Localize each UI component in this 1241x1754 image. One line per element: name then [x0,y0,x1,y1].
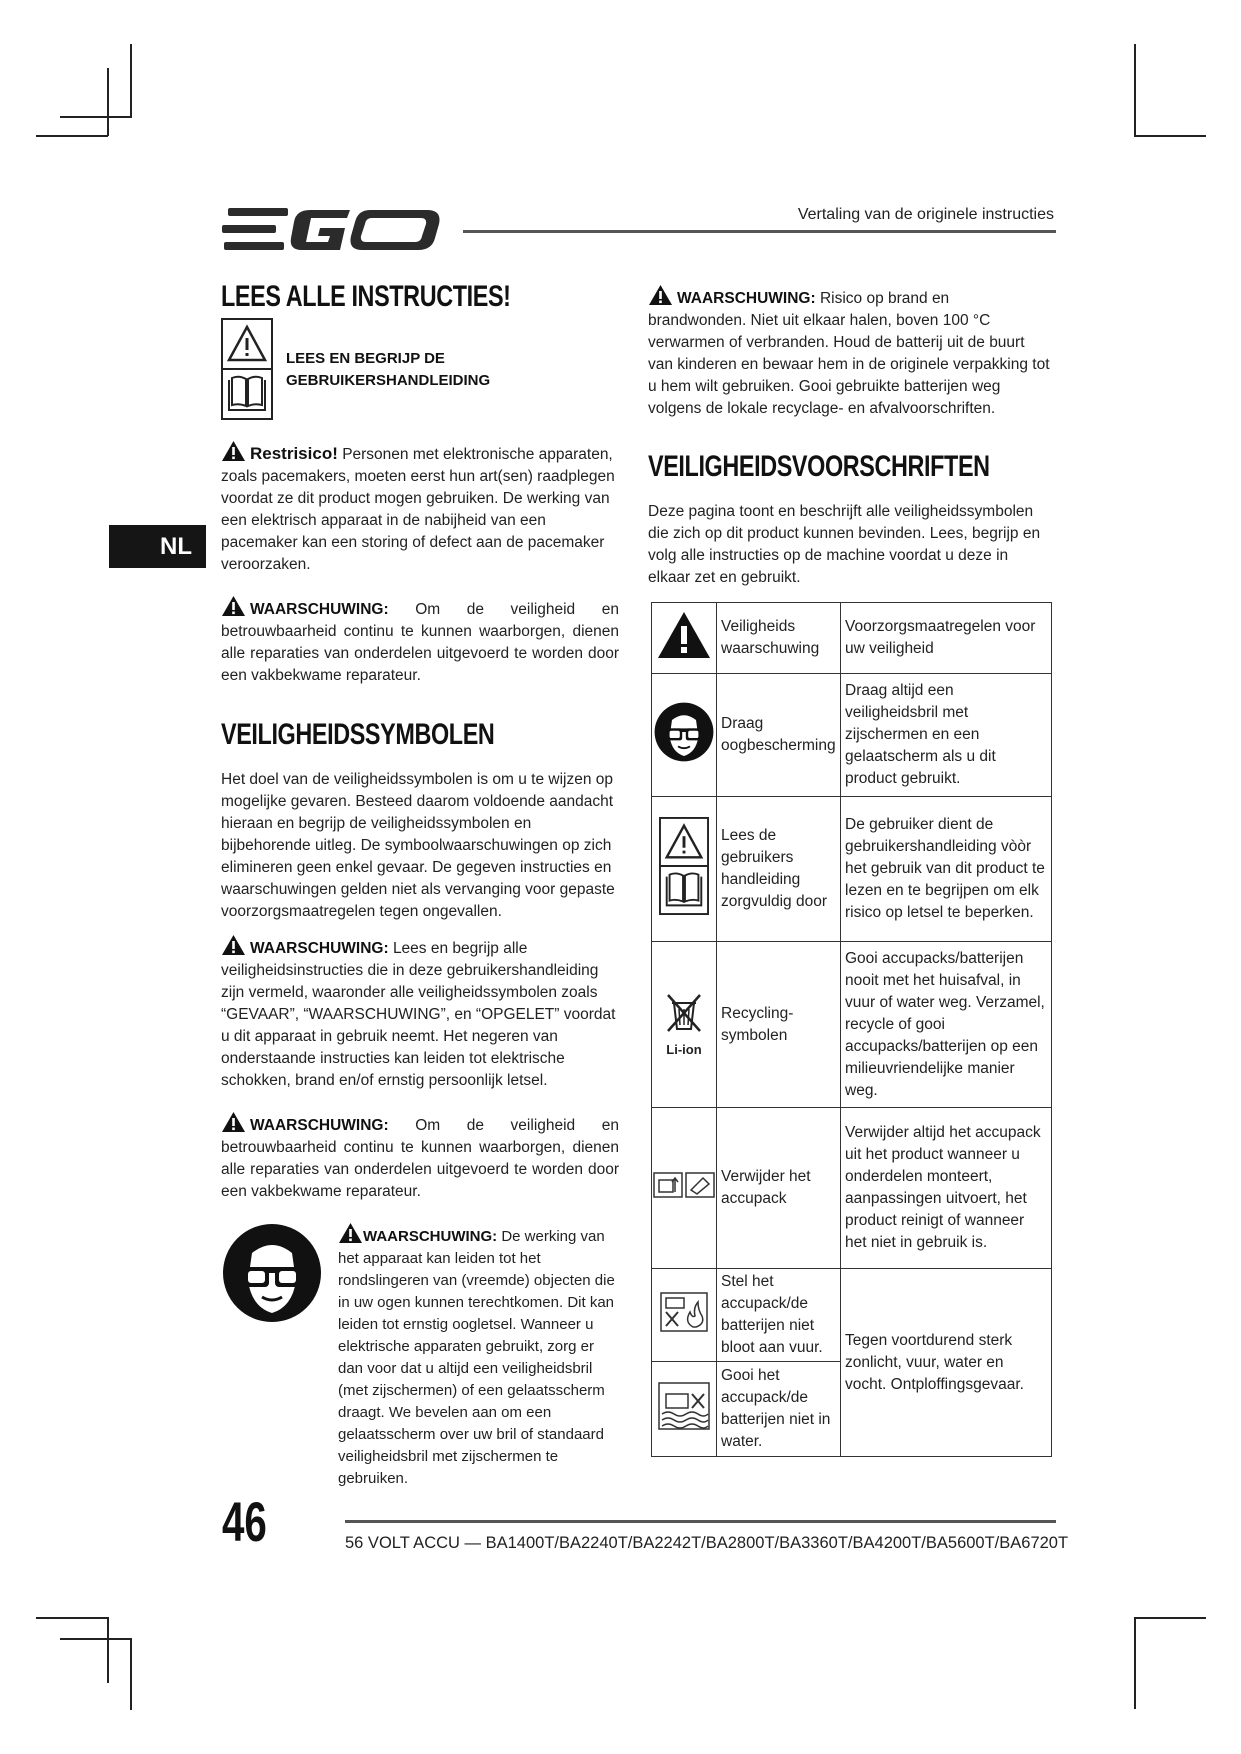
warning-triangle-icon [656,610,712,660]
warning-label: WAARSCHUWING: [363,1228,498,1245]
table-row [652,1108,1052,1269]
read-manual-label: LEES EN BEGRIJP DE GEBRUIKERSHANDLEIDING [286,350,491,389]
footer-rule [345,1520,1056,1523]
warning-text-5: Risico op brand en brandwonden. Niet uit elkaar halen, boven 100 °C verwarmen of verbranden. Houd de batterij uit de buurt van kinderen en bewaar hem in de originele verpakking tot u hem wilt gebruiken. Gooi gebruikte batterijen weg volgens de lokale recyclage- en afvalvoorschriften. [648,290,1050,417]
table-symbol-name: Lees de gebruikers handleiding zorgvuldig door [717,797,841,942]
remove-battery-icon [653,1170,715,1200]
symbols-intro: Het doel van de veiligheidssymbolen is om u te wijzen op mogelijke gevaren. Besteed daarom voldoende aandacht hieraan en begrijp de veiligheidssymbolen en bijbehorende uitleg. De symboolwaarschuwingen op zich elimineren geen enkel gevaar. De gegeven instructies en waarschuwingen gelden niet als vervanging voor gepaste voorzorgsmaatregelen tegen ongevallen. [221,771,615,920]
table-symbol-desc: Draag altijd een veiligheidsbril met zijschermen en een gelaatscherm als u dit product gebruikt. [841,674,1052,797]
table-symbol-name: Verwijder het accupack [717,1108,841,1269]
read-manual-icon [221,318,273,425]
crop-mark [1134,1617,1136,1709]
table-symbol-name: Recycling-symbolen [717,942,841,1108]
no-fire-icon [660,1292,708,1332]
crop-mark [130,1638,132,1710]
read-manual-icon [659,817,709,915]
warning-paragraph-4 [338,1222,623,1490]
title-safety-symbols: VEILIGHEIDSSYMBOLEN [221,718,495,751]
warning-triangle-icon [221,934,246,956]
table-icon-cell [652,1108,717,1269]
warning-paragraph-2 [221,934,619,1092]
table-icon-cell [652,603,717,674]
warning-label: WAARSCHUWING: [250,940,389,957]
table-symbol-name: Gooi het accupack/de batterijen niet in water. [717,1362,841,1457]
warning-label: WAARSCHUWING: [677,290,816,307]
crop-mark [60,1638,132,1640]
recycling-bin-icon [664,991,704,1035]
warning-paragraph-1 [221,595,619,687]
table-row [652,797,1052,942]
title-read-all-instructions: LEES ALLE INSTRUCTIES! [221,280,511,313]
table-icon-cell [652,1269,717,1362]
warning-triangle-icon [338,1222,363,1244]
crop-mark [36,135,108,137]
warning-paragraph-3 [221,1111,619,1203]
table-row [652,942,1052,1108]
crop-mark [1134,135,1206,137]
warning-text-1: Om de veiligheid en betrouwbaarheid continu te kunnen waarborgen, dienen alle reparaties van onderdelen uitgevoerd te worden door een vakbekwame reparateur. [221,601,619,684]
table-symbol-name: Veiligheids waarschuwing [717,603,841,674]
crop-mark [130,44,132,116]
warning-label: WAARSCHUWING: [250,601,389,618]
ego-logo [222,204,444,261]
table-symbol-desc: Verwijder altijd het accupack uit het product wanneer u onderdelen monteert, aanpassingen uitvoert, het product reinigt of wanneer het niet in gebruik is. [841,1108,1052,1269]
warning-paragraph-5 [648,284,1050,420]
rules-intro: Deze pagina toont en beschrijft alle veiligheidssymbolen die zich op dit product kunnen bevinden. Lees, begrijp en volg alle instructies op de machine voordat u deze in elkaar zet en gebruikt. [648,503,1041,586]
header-rule [463,230,1056,233]
restrisico-paragraph [221,440,619,576]
table-icon-cell [652,1362,717,1457]
table-row [652,674,1052,797]
table-symbol-desc: De gebruiker dient de gebruikershandleiding vòòr het gebruik van dit product te lezen en te begrijpen om elk risico op letsel te beperken. [841,797,1052,942]
warning-triangle-icon [221,440,246,462]
table-icon-cell [652,674,717,797]
table-row [652,603,1052,674]
warning-text-2: Lees en begrijp alle veiligheidsinstructies die in deze gebruikershandleiding zijn vermeld, waaronder alle veiligheidssymbolen zoals “GEVAAR”, “WAARSCHUWING”, en “OPGELET” voordat u dit apparaat in gebruik neemt. Het negeren van onderstaande instructies kan leiden tot elektrische schokken, brand en/of ernstig persoonlijk letsel. [221,940,616,1089]
crop-mark [1134,1617,1206,1619]
footer-model-text: 56 VOLT ACCU — BA1400T/BA2240T/BA2242T/BA2800T/BA3360T/BA4200T/BA5600T/BA6720T [345,1534,1069,1552]
crop-mark [107,1617,109,1683]
warning-triangle-icon [221,1111,246,1133]
table-symbol-desc: Gooi accupacks/batterijen nooit met het huisafval, in vuur of water weg. Verzamel, recycle of gooi accupacks/batterijen op een milieuvriendelijke manier weg. [841,942,1052,1108]
warning-label: WAARSCHUWING: [250,1117,389,1134]
table-symbol-name: Draag oogbescherming [717,674,841,797]
warning-triangle-icon [221,595,246,617]
crop-mark [36,1617,108,1619]
restrisico-label: Restrisico! [250,444,338,463]
warning-triangle-icon [648,284,673,306]
symbols-table [651,602,1052,1457]
table-symbol-desc: Voorzorgsmaatregelen voor uw veiligheid [841,603,1052,674]
eye-protection-icon [654,702,714,762]
restrisico-text: Personen met elektronische apparaten, zoals pacemakers, moeten eerst hun art(sen) raadplegen voordat ze dit product mogen gebruiken. De werking van een elektrisch apparaat in de nabijheid van een pacemaker kan een storing of defect aan de pacemaker veroorzaken. [221,446,615,573]
header-translation-note: Vertaling van de originele instructies [797,206,1054,223]
table-icon-cell [652,942,717,1108]
warning-text-3: Om de veiligheid en betrouwbaarheid continu te kunnen waarborgen, dienen alle reparaties van onderdelen uitgevoerd te worden door een vakbekwame reparateur. [221,1117,619,1200]
no-water-icon [658,1382,710,1430]
title-safety-rules: VEILIGHEIDSVOORSCHRIFTEN [648,450,990,483]
crop-mark [107,68,109,136]
table-icon-cell [652,797,717,942]
table-symbol-name: Stel het accupack/de batterijen niet bloot aan vuur. [717,1269,841,1362]
crop-mark [1134,116,1136,136]
eye-protection-icon [222,1223,322,1328]
table-symbol-desc: Tegen voortdurend sterk zonlicht, vuur, water en vocht. Ontploffingsgevaar. [841,1269,1052,1457]
crop-mark [60,116,132,118]
table-row [652,1269,1052,1362]
language-tab: NL [109,525,206,568]
warning-text-4: De werking van het apparaat kan leiden tot het rondslingeren van (vreemde) objecten die in uw ogen kunnen terechtkomen. Dit kan leiden tot ernstig oogletsel. Wanneer u elektrische apparaten gebruikt, zorg er dan voor dat u altijd een veiligheidsbril (met zijschermen) of een gelaatsscherm draagt. We bevelen aan om een gelaatsscherm over uw bril of standaard veiligheidsbril met zijschermen te gebruiken. [338,1228,615,1487]
page-number: 46 [222,1490,267,1553]
li-ion-label: Li-ion [666,1042,702,1057]
crop-mark [1134,44,1136,116]
